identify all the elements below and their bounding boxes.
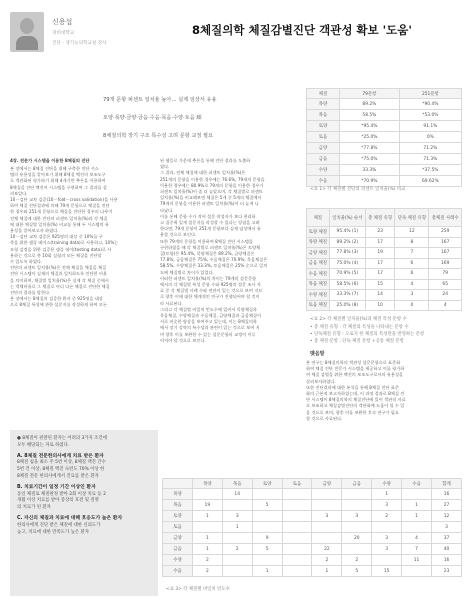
table-row bbox=[307, 279, 462, 290]
table-cell: 금양 체질 bbox=[307, 248, 330, 259]
table-cell bbox=[372, 555, 402, 566]
table-cell: 16 bbox=[432, 555, 462, 566]
table-header: 금양 bbox=[312, 479, 342, 489]
table-row bbox=[163, 500, 462, 511]
table-cell bbox=[342, 500, 372, 511]
table-cell: 금음 bbox=[307, 154, 340, 165]
table-cell: *37.5% bbox=[399, 165, 461, 176]
table-row bbox=[163, 555, 462, 566]
table-cell: 2 bbox=[372, 511, 402, 522]
left-line: 한 경우와 251개 문항으로 체질을 진단한 경우의 나무이 bbox=[10, 209, 113, 215]
conclusion-line: 또한 진단결과에 대한 분석을 통해 8체질 진단 표준 bbox=[306, 384, 399, 390]
left-line: 본 장에서는 8체질의 검증한 환자 중 925명을 대상 bbox=[10, 296, 103, 302]
table-cell bbox=[312, 489, 342, 500]
table-row bbox=[307, 258, 462, 269]
criteria-line: 8체질 전문 한의사에게서 진료를 받은 환자 bbox=[17, 473, 99, 479]
conclusion-line: 단 시스템이 8체질의학의 체질진단에 있어 객관적 자료 bbox=[306, 397, 406, 403]
table-row bbox=[307, 110, 462, 121]
table-cell: *90.4% bbox=[399, 99, 461, 110]
table-row bbox=[307, 99, 462, 110]
table-cell: 1 bbox=[192, 533, 222, 544]
mid-line: 목음체질, 수양체질과 수음체질, 금양체질과 금음체질이 bbox=[160, 313, 262, 319]
left-body bbox=[10, 166, 158, 309]
table-row bbox=[163, 544, 462, 555]
table-cell: 목양 bbox=[307, 99, 340, 110]
t2-header: 총 체질 유형 bbox=[366, 209, 395, 227]
mid-line: 용할 것으로 보인다. bbox=[160, 232, 197, 238]
table-cell: 0 bbox=[395, 300, 429, 311]
table-cell: 33.3% (7) bbox=[329, 290, 365, 301]
table-cell: 20 bbox=[342, 533, 372, 544]
table-cell: 3 bbox=[432, 522, 462, 533]
left-line: 전체 체질에 대한 진단의 퍼센트 일치율(%)과 각 체질 bbox=[10, 215, 108, 221]
table-cell bbox=[252, 511, 282, 522]
table-cell: 40 bbox=[432, 544, 462, 555]
table-cell bbox=[252, 522, 282, 533]
table-1 bbox=[306, 88, 462, 187]
left-line: 10－검단 교차 검증(10－fold－cross validation)을 사용 bbox=[10, 197, 118, 203]
table-cell: 목음 체질 bbox=[307, 279, 330, 290]
author-name: 신용섭 bbox=[52, 18, 73, 26]
subtitle-1: 79개 문항 퍼센트 일치율 높아… 실제 임상서 유용 bbox=[103, 97, 217, 103]
conclusion-body bbox=[306, 360, 462, 422]
table-cell bbox=[192, 522, 222, 533]
table-cell: 2 bbox=[342, 555, 372, 566]
mid-line: 질(토양)은 95.4%, 목양체질은 89.2%, 금양체질은 bbox=[160, 251, 255, 257]
mid-line: 그 결과, 전체 체질에 대한 퍼센트 일치율(%)은 bbox=[160, 170, 246, 176]
table-cell: 5 bbox=[342, 566, 372, 577]
table-cell bbox=[222, 566, 252, 577]
table-row bbox=[307, 300, 462, 311]
subtitle-3: 8체질의학 장기 구조 특수성 고려 문항 교정 필요 bbox=[103, 133, 214, 139]
table-cell: 3 bbox=[395, 290, 429, 301]
mid-line: 또한 79개의 문항을 이용하여 8체질 진단 시스템을 bbox=[160, 238, 253, 244]
table-header: 목음 bbox=[222, 479, 252, 489]
author-affiliation: 경희대학교 bbox=[52, 31, 75, 36]
table-cell: 15 bbox=[372, 566, 402, 577]
table-cell: 목음 bbox=[163, 500, 193, 511]
table-cell: 95.4% (1) bbox=[329, 227, 365, 238]
mid-line: 였다. bbox=[160, 164, 170, 170]
mid-line: 에서 장기 강약의 특수성과 관련이 있는 것으로 보여 지 bbox=[160, 325, 260, 331]
table-cell: 1 bbox=[252, 566, 282, 577]
table-cell: 3 bbox=[222, 511, 252, 522]
table-2-note: • 단독체질 유형 : 오로지 한 체질의 특성만을 반영하는 문항 bbox=[310, 332, 425, 337]
left-line: 용성을 알아보고자 하였다. bbox=[10, 228, 59, 234]
left-line: 진단의 결과를 말한다. bbox=[10, 290, 51, 296]
conclusion-line: 할 것으로 사료된다. bbox=[306, 415, 343, 421]
table-cell: 10 bbox=[366, 300, 395, 311]
table-row bbox=[307, 290, 462, 301]
table-cell: 금음 체질 bbox=[307, 258, 330, 269]
table-cell: 금음 bbox=[163, 544, 193, 555]
table-cell bbox=[282, 511, 312, 522]
criteria-line: 5번 건 이상, 8체질 맥진 숙련도 70% 이상 한 bbox=[17, 467, 105, 473]
table-cell bbox=[282, 500, 312, 511]
table-header: 합계 bbox=[432, 479, 462, 489]
table-cell: 14 bbox=[366, 290, 395, 301]
table-cell: *75.0% bbox=[340, 154, 400, 165]
table-cell: *95.4% bbox=[340, 121, 400, 132]
table-header: 토양 bbox=[252, 479, 282, 489]
table-row bbox=[307, 154, 462, 165]
table-cell: 167 bbox=[429, 248, 462, 259]
criteria-line: 동일 체질로 체질판정 받아 2회 이상 치료 등 2 bbox=[17, 491, 106, 497]
table-row bbox=[307, 237, 462, 248]
table-2 bbox=[306, 208, 462, 311]
table-row bbox=[163, 533, 462, 544]
left-line: 으로 8체질 특성에 관한 설문지를 작성하게 하여 모든 bbox=[10, 302, 107, 308]
table-header: 수양 bbox=[372, 479, 402, 489]
left-line: 수 있도록 하였다. bbox=[10, 259, 43, 265]
table-cell: 23 bbox=[432, 566, 462, 577]
mid-line: 서로 비슷한 양상을 보여주고 있는데, 이는 8체질의학 bbox=[160, 319, 257, 325]
table-2-note: • 총 체질 문항 : 단독 체질 문항 +공통 체질 문항 bbox=[310, 339, 404, 344]
table-cell: 토음 bbox=[307, 132, 340, 143]
table-cell bbox=[282, 489, 312, 500]
left-line: 진단 시스템이 실제의 체질과 일치하도록 진단한 비율 bbox=[10, 271, 107, 277]
table-cell bbox=[342, 544, 372, 555]
table-cell bbox=[282, 566, 312, 577]
table-cell: 수음 bbox=[163, 566, 193, 577]
table-row bbox=[307, 132, 462, 143]
table-cell bbox=[222, 533, 252, 544]
table-header: 금음 bbox=[342, 479, 372, 489]
table-cell: 58.5% (6) bbox=[329, 279, 365, 290]
t2-header: 총체질 사례수 bbox=[429, 209, 462, 227]
table-header: 목양 bbox=[192, 479, 222, 489]
table-cell: 3 bbox=[372, 544, 402, 555]
table-cell: 5 bbox=[252, 544, 282, 555]
table-cell: 14 bbox=[222, 489, 252, 500]
table-cell: 16 bbox=[432, 489, 462, 500]
mid-line: 어져야 할 것으로 보인다. bbox=[160, 337, 206, 343]
left-line: 8체질을 진단 맥진이 시스템을 구현하여 그 결과를 살 bbox=[10, 184, 107, 190]
table-cell bbox=[372, 522, 402, 533]
left-line: 본 장에서는 8체질 진단을 위해 구축한 진단 시스 bbox=[10, 166, 99, 171]
t1-header: 체질 bbox=[307, 89, 340, 99]
table-cell: 65 bbox=[429, 279, 462, 290]
table-cell: 22 bbox=[312, 544, 342, 555]
criteria-box bbox=[10, 430, 158, 596]
table-cell: 1 bbox=[192, 511, 222, 522]
table-cell: 토양 체질 bbox=[307, 227, 330, 238]
table-cell bbox=[282, 522, 312, 533]
conclusion-line: 여 체질 감별을 위한 맥진의 보조도구로서의 유용성을 bbox=[306, 372, 403, 378]
table-cell: 4 bbox=[402, 533, 432, 544]
left-line: 용하는 것으로 총 10회 실험의 모든 체질을 진단할 bbox=[10, 252, 102, 258]
table-header: 토음 bbox=[282, 479, 312, 489]
table-cell bbox=[192, 489, 222, 500]
table-cell: 토양 bbox=[163, 511, 193, 522]
table-2-note: • 총 체질 유형 : 각 체질의 특성을 나타내는 문항 수 bbox=[310, 325, 409, 330]
table-cell: 6 bbox=[395, 269, 429, 280]
table-cell: 3 bbox=[312, 511, 342, 522]
table-cell: 1 bbox=[402, 511, 432, 522]
t2-header: 체질 bbox=[307, 209, 330, 227]
criteria-line: 의 치료가 된 환자 bbox=[17, 505, 51, 511]
table-row bbox=[307, 176, 462, 187]
t2-header: 단독 체질 유형 bbox=[395, 209, 429, 227]
table-cell: 12 bbox=[432, 511, 462, 522]
table-cell: 69.62% bbox=[399, 176, 461, 187]
table-2-caption: <표 2> 각 체질별 일치율(%)과 체질 특성 문항 수 bbox=[310, 317, 407, 322]
table-cell bbox=[252, 489, 282, 500]
table-cell: 17 bbox=[366, 258, 395, 269]
table-cell: *70.9% bbox=[340, 176, 400, 187]
table-cell bbox=[282, 533, 312, 544]
table-row bbox=[163, 489, 462, 500]
table-cell bbox=[222, 555, 252, 566]
table-3-caption: <표 3> 각 체질별 비일치 빈도수 bbox=[166, 587, 230, 592]
table-cell: 77.8% (3) bbox=[329, 248, 365, 259]
table-row bbox=[307, 248, 462, 259]
table-cell bbox=[402, 489, 432, 500]
table-cell: 수음 체질 bbox=[307, 269, 330, 280]
t1-header: 251문항 bbox=[399, 89, 461, 99]
table-row bbox=[163, 566, 462, 577]
table-cell bbox=[312, 522, 342, 533]
mid-line: 료 중 각 체질별 사례 수와 연관이 있는 것으로 보여 지므 bbox=[160, 288, 263, 294]
table-cell: 0% bbox=[399, 132, 461, 143]
conclusion-line: 하여 체질 진단 전문가 시스템을 제공하고 이를 평가하 bbox=[306, 366, 405, 372]
criteria-line: A. 8체질 전문한의사에게 치료 받은 환자 bbox=[17, 453, 104, 459]
mid-line: 한다면, 79개 문항이 251개 문항보다 실제 임상에서 유 bbox=[160, 226, 261, 232]
table-cell: 37 bbox=[432, 533, 462, 544]
table-cell: *25.0% bbox=[340, 132, 400, 143]
table-cell: 4 bbox=[395, 279, 429, 290]
mid-line: 라 사료된다. bbox=[160, 300, 183, 306]
table-cell: 19 bbox=[192, 500, 222, 511]
conclusion-line: 로 보조하고 체질감별진단의 객관화에 도움이 될 수 있 bbox=[306, 403, 405, 409]
criteria-line: 개월 이상 치료를 받아 증상의 호전 및 질병 bbox=[17, 498, 99, 504]
left-line: 는 객체비율로 그 체질로 어디 다른 체질로 진단한 체질 bbox=[10, 283, 110, 289]
table-row bbox=[307, 269, 462, 280]
table-cell: 토음 bbox=[163, 522, 193, 533]
table-row bbox=[307, 143, 462, 154]
left-line: 로 객관화된 평가하기 위해 4개기반 추론을 이용하여 bbox=[10, 178, 106, 184]
mid-line: 도에 체질별로 차이가 있었다. bbox=[160, 269, 214, 275]
table-cell: *53.0% bbox=[399, 110, 461, 121]
table-cell: 19 bbox=[366, 248, 395, 259]
left-line: 에 대한 체질별 일치율(%) 비교를 통해 두 시스템의 유 bbox=[10, 221, 109, 227]
table-cell: 91.1% bbox=[399, 121, 461, 132]
table-cell: 23 bbox=[366, 227, 395, 238]
table-cell: 9 bbox=[252, 533, 282, 544]
table-cell bbox=[252, 555, 282, 566]
left-line: 하여 체질 진단결과에 의해 79개 문항으로 체질을 진단 bbox=[10, 203, 110, 209]
article-title: 8체질의학 체질감별진단 객관성 확보 '도움' bbox=[192, 23, 412, 37]
mid-line: 고 집중력 있게 설문지를 작성할 수 있다는 장점을 고려 bbox=[160, 220, 260, 226]
table-cell: 15 bbox=[366, 279, 395, 290]
table-cell bbox=[342, 489, 372, 500]
t1-header: 79문항 bbox=[340, 89, 400, 99]
table-row bbox=[163, 511, 462, 522]
table-cell: 수음 bbox=[307, 176, 340, 187]
conclusion-line: 살펴보자하였다. bbox=[306, 378, 336, 384]
criteria-line: B. 치료기간이 일정 기간 이상인 환자 bbox=[17, 484, 96, 490]
table-cell: 3 bbox=[372, 533, 402, 544]
table-cell: 1 bbox=[312, 566, 342, 577]
table-cell bbox=[402, 522, 432, 533]
table-cell bbox=[222, 500, 252, 511]
table-cell: 27 bbox=[432, 500, 462, 511]
table-cell: 2 bbox=[192, 555, 222, 566]
table-cell: 수양 bbox=[307, 165, 340, 176]
table-cell: 70.9% (5) bbox=[329, 269, 365, 280]
mid-line: 된 샘플로 가운데 추론을 통해 진단 결과를 도출하 bbox=[160, 158, 251, 163]
table-cell bbox=[282, 555, 312, 566]
table-cell: 259 bbox=[429, 227, 462, 238]
criteria-line: 한의사에게 진단 받은 체질에 대한 신뢰도가 bbox=[17, 522, 101, 528]
table-cell: 17 bbox=[366, 269, 395, 280]
table-cell: 6 bbox=[395, 258, 429, 269]
mid-body bbox=[160, 158, 302, 344]
table-cell: 토음 체질 bbox=[307, 300, 330, 311]
table-cell: 7 bbox=[395, 248, 429, 259]
table-row bbox=[307, 227, 462, 238]
criteria-line: 높고, 치료에 대한 만족도가 높은 환자 bbox=[17, 529, 89, 535]
mid-line: 이용한 경우에는 80.9%로 79개의 문항을 이용한 경우가 bbox=[160, 182, 264, 188]
table-cell: 목양 bbox=[163, 489, 193, 500]
table-cell: 11 bbox=[402, 555, 432, 566]
table-cell: 58.5% bbox=[340, 110, 400, 121]
left-line: 축을 위한 샘플 데이스(training data)로 사용하고, 10%는 bbox=[10, 240, 119, 246]
table-cell: 수양 bbox=[163, 555, 193, 566]
table-cell bbox=[312, 500, 342, 511]
mid-line: 이러한 퍼센트 일치율(%)의 차이는 79개의 설문문항 bbox=[160, 275, 257, 281]
mid-line: 이를 통해 문항 수가 적어 설문 작성자가 보다 편리하 bbox=[160, 213, 256, 219]
left-line: 10－검단 교차 검증은 925명의 대상 중 10%를 구 bbox=[10, 234, 103, 240]
table-cell: 2 bbox=[312, 555, 342, 566]
left-line: 모형 검정을 위한 검증용 샘플 데이(testing data)로 사 bbox=[10, 246, 112, 252]
table-cell bbox=[312, 533, 342, 544]
table-cell: 1 bbox=[192, 544, 222, 555]
table-cell: 24 bbox=[429, 290, 462, 301]
table-cell: 169 bbox=[429, 258, 462, 269]
mid-line: 251개의 문항을 이용한 경우에는 76.6%, 79개의 문항을 bbox=[160, 176, 265, 182]
mid-line: 그리고 각 체질별 비일치 빈도수에 있어서 목양체질과 bbox=[160, 306, 257, 312]
left-line: 을 의미하며, 체질별 일치율(%)은 실제 각 체질 중에서 bbox=[10, 277, 109, 283]
mid-line: 퍼센트 일치율(%)이 좀 더 높았으며, 각 체질별로 퍼센트 bbox=[160, 189, 263, 195]
table-cell: 금양 bbox=[163, 533, 193, 544]
table-3 bbox=[162, 478, 462, 577]
table-cell: 17 bbox=[366, 237, 395, 248]
table-cell: 1 bbox=[402, 500, 432, 511]
table-1-caption: <표 1> 각 체질별 진단의 퍼센트 일치율(%) 비교 bbox=[310, 187, 406, 192]
table-cell: 1 bbox=[222, 522, 252, 533]
author-portrait bbox=[10, 12, 44, 52]
table-cell: 2 bbox=[192, 566, 222, 577]
section-heading: 4장. 전문가 시스템을 이용한 8체질의 진단 bbox=[10, 158, 90, 163]
table-cell bbox=[402, 566, 432, 577]
table-cell: 목음 bbox=[307, 110, 340, 121]
table-cell: 25.0% (8) bbox=[329, 300, 365, 311]
mid-line: 로 향후 이에 대한 체계적인 연구가 진행되어야 할 것이 bbox=[160, 294, 260, 300]
table-cell: 토양 bbox=[307, 121, 340, 132]
table-cell bbox=[282, 544, 312, 555]
criteria-line: 모두 해당되는 자로 하였다. bbox=[17, 442, 70, 448]
conclusion-line: 을 것으로 보며, 향후 이를 보완한 후속 연구가 필요 bbox=[306, 409, 399, 415]
table-header bbox=[163, 479, 193, 489]
table-cell: *77.8% bbox=[340, 143, 400, 154]
table-cell: 89.2% bbox=[340, 99, 400, 110]
table-cell: 12 bbox=[395, 227, 429, 238]
mid-line: 일치율(%)을 비교해보면 체질은 5개 중 5개의 체질에서 bbox=[160, 195, 262, 201]
table-row bbox=[163, 522, 462, 533]
mid-line: 구현하였을 때 각 체질별로 퍼센트 일치율(%)은 토양체 bbox=[160, 244, 261, 250]
table-cell: 75.0% (4) bbox=[329, 258, 365, 269]
left-line: 펴보았다. bbox=[10, 190, 28, 196]
mid-line: 며 향후 이를 보완한 수 있는 설문문항의 교정이 이루 bbox=[160, 331, 256, 337]
table-cell: 금양 bbox=[307, 143, 340, 154]
conclusion-line: 화의 근본적 보고자하였는데, 이 과정 결과로 8체질 진 bbox=[306, 391, 405, 397]
table-cell: 167 bbox=[429, 237, 462, 248]
table-cell: 3 bbox=[342, 511, 372, 522]
mid-line: 77.8%, 금음체질은 75%, 수음체질은 70.9%, 목음체질은 bbox=[160, 257, 268, 263]
criteria-line: 8체질 침을 최소 주 5번 이상, 8체질 맥진 간수 bbox=[17, 460, 106, 466]
criteria-line: ● 8체질이 관찰된 환자는 어려의 3가지 조건에 bbox=[17, 436, 107, 441]
table-cell: 8 bbox=[395, 237, 429, 248]
table-cell: 3 bbox=[372, 500, 402, 511]
table-cell: 2 bbox=[222, 544, 252, 555]
conclusion-heading: 맺음말 bbox=[310, 351, 325, 357]
table-cell bbox=[342, 522, 372, 533]
table-cell: 1 bbox=[372, 489, 402, 500]
table-cell: 71.2% bbox=[399, 143, 461, 154]
table-cell: 89.2% (2) bbox=[329, 237, 365, 248]
table-cell: 33.3% bbox=[340, 165, 400, 176]
left-line: 템의 유용성을 알아보기 위해 8체질 맥진의 보조도구 bbox=[10, 172, 106, 178]
table-cell: 5 bbox=[252, 500, 282, 511]
table-cell: 수양 체질 bbox=[307, 290, 330, 301]
mid-line: 타났다. bbox=[160, 207, 174, 213]
table-cell: 79 bbox=[429, 269, 462, 280]
author-department: 진단 · 생기능의학교실 강사 bbox=[52, 41, 107, 46]
mid-line: 에서의 각 체질별 특성 문항 수와 925명의 설문 조사 자 bbox=[160, 282, 261, 288]
mid-line: 58.5%, 수양체질은 33.3%, 토음체질은 25% 순으로 일치 bbox=[160, 263, 268, 269]
table-cell: 목양 체질 bbox=[307, 237, 330, 248]
conclusion-line: 본 연구는 8체질의학의 객관성 설문문항으로 표준화 bbox=[306, 360, 401, 365]
table-cell: 4 bbox=[429, 300, 462, 311]
left-line: 진단의 퍼센트 일치율(%)은 전체 체질을 체질을 체질 bbox=[10, 265, 107, 271]
table-header: 수음 bbox=[402, 479, 432, 489]
t2-header: 일치율(%) 순서 bbox=[329, 209, 365, 227]
mid-line: 79개의 문항을 이용한 퍼센트 일치율(%)이 더 높게 나 bbox=[160, 201, 259, 207]
table-cell: 7 bbox=[402, 544, 432, 555]
criteria-line: C. 자신의 체질과 치료에 대해 호응도가 높은 환자 bbox=[17, 515, 123, 521]
table-row bbox=[307, 165, 462, 176]
table-cell: 71.3% bbox=[399, 154, 461, 165]
subtitle-2: 토양·목양·금양·금음·수음·목음·수양·토음 順 bbox=[103, 115, 202, 121]
table-row bbox=[307, 121, 462, 132]
